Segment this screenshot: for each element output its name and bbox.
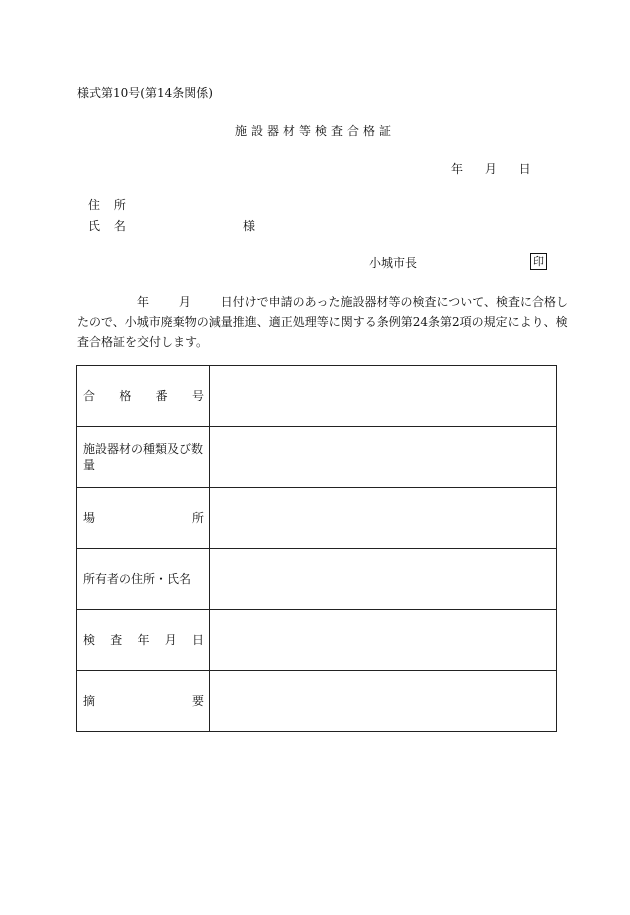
value-pass-number[interactable] [210, 366, 557, 427]
name-label: 氏 名 [88, 219, 126, 233]
value-owner[interactable] [210, 549, 557, 610]
label-char: 番 [155, 389, 168, 403]
value-equipment-type[interactable] [210, 427, 557, 488]
body-line-2: たので、小城市廃棄物の減量推進、適正処理等に関する条例第24条第2項の規定により、検 [77, 315, 568, 329]
label-char: 号 [191, 389, 204, 403]
label-char: 摘 [83, 694, 96, 708]
honorific: 様 [243, 219, 256, 233]
table-row [77, 671, 557, 732]
label-char: 年 [137, 633, 150, 647]
issue-date: 年 月 日 [451, 162, 531, 176]
label-remarks [77, 671, 210, 732]
label-location [77, 488, 210, 549]
value-remarks[interactable] [210, 671, 557, 732]
table-row [77, 427, 557, 488]
seal-stamp: 印 [530, 253, 547, 270]
certificate-body [77, 292, 569, 352]
label-inspection-date [77, 610, 210, 671]
label-char: 場 [83, 511, 96, 525]
label-char: 日 [191, 633, 204, 647]
document-title: 施設器材等検査合格証 [234, 124, 395, 138]
label-char: 検 [83, 633, 96, 647]
label-char: 査 [110, 633, 123, 647]
value-inspection-date[interactable] [210, 610, 557, 671]
label-pass-number [77, 366, 210, 427]
table-row [77, 610, 557, 671]
label-char: 月 [164, 633, 177, 647]
label-owner: 所有者の住所・氏名 [77, 549, 210, 610]
address-label: 住 所 [88, 198, 126, 212]
label-char: 所 [191, 511, 204, 525]
issuer-title: 小城市長 [369, 256, 418, 270]
label-char: 要 [191, 694, 204, 708]
body-line-3: 査合格証を交付します。 [77, 335, 209, 349]
table-row [77, 488, 557, 549]
label-equipment-type: 施設器材の種類及び数量 [77, 427, 210, 488]
table-row [77, 366, 557, 427]
inspection-table [76, 365, 557, 732]
value-location[interactable] [210, 488, 557, 549]
form-number: 様式第10号(第14条関係) [77, 86, 213, 100]
table-row [77, 549, 557, 610]
label-char: 合 [83, 389, 96, 403]
label-char: 格 [119, 389, 132, 403]
body-line-1: 年 月 日付けで申請のあった施設器材等の検査について、検査に合格し [137, 295, 569, 309]
